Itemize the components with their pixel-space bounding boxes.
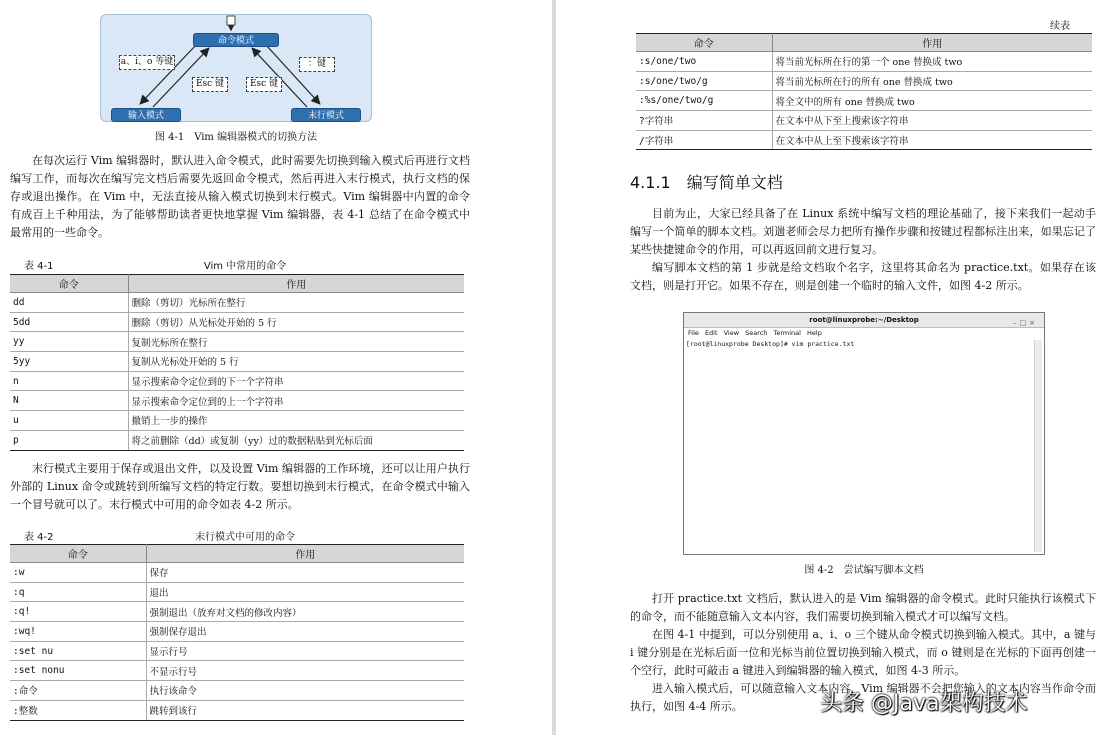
- command-mode-node: 命令模式: [193, 33, 279, 47]
- command-cell: n: [10, 371, 128, 391]
- table-row: [10, 411, 464, 431]
- table1-number: 表 4-1: [24, 261, 54, 272]
- watermark: 头条 @Java架构技术: [820, 691, 1028, 716]
- paragraph-1: 在每次运行 Vim 编辑器时，默认进入命令模式，此时需要先切换到输入模式后再进行文档编写工作，而每次在编写完文档后需要先返回命令模式，然后再进入末行模式，执行文档的保存或退出操作。在 Vim 中，无法直接从输入模式切换到末行模式。Vim 编辑器中内置的命令有成百上千种用法，为了能够帮助读者更快地掌握 Vim 编辑器，表 4-1 总结了在命令模式中最常用的一些命令。: [10, 154, 470, 239]
- function-cell: 保存: [146, 563, 464, 583]
- terminal-title: root@linuxprobe:~/Desktop: [809, 316, 919, 324]
- table2-number: 表 4-2: [24, 532, 54, 543]
- right-paragraph-5: 进入输入模式后，可以随意输入文本内容，Vim 编辑器不会把您输入的文本内容当作命令而执行，如图 4-4 所示。: [630, 682, 1096, 713]
- continued-label: 续表: [1050, 21, 1070, 32]
- paragraph-2: 末行模式主要用于保存或退出文件，以及设置 Vim 编辑器的工作环境，还可以让用户执行外部的 Linux 命令或跳转到所编写文档的特定行数。要想切换到末行模式，在命令模式中输入一个冒号就可以了。末行模式中可用的命令如表 4-2 所示。: [10, 462, 470, 511]
- terminal-scrollbar: [1034, 340, 1042, 552]
- table-row: [10, 622, 464, 642]
- function-cell: 显示搜索命令定位到的上一个字符串: [128, 391, 464, 411]
- terminal-titlebar: [684, 313, 1044, 328]
- table-row: [10, 332, 464, 352]
- table-cont-header-function: 作用: [772, 34, 1092, 52]
- function-cell: 强制退出（放弃对文档的修改内容）: [146, 602, 464, 622]
- command-cell: :整数: [10, 700, 146, 720]
- section-title: 4.1.1 编写简单文档: [630, 173, 783, 192]
- command-cell: :%s/one/two/g: [636, 91, 772, 111]
- command-cell: dd: [10, 293, 128, 313]
- right-paragraph-3: 打开 practice.txt 文档后，默认进入的是 Vim 编辑器的命令模式。此时只能执行该模式下的命令，而不能随意输入文本内容，我们需要切换到输入模式才可以编写文档。: [630, 592, 1096, 623]
- function-cell: 退出: [146, 582, 464, 602]
- table-row: [10, 312, 464, 332]
- vim-mode-diagram: [100, 14, 372, 122]
- table-row: [10, 371, 464, 391]
- table2: [10, 544, 464, 721]
- table-row: [10, 641, 464, 661]
- function-cell: 复制从光标处开始的 5 行: [128, 352, 464, 372]
- command-cell: :set nonu: [10, 661, 146, 681]
- table1-title: Vim 中常用的命令: [203, 261, 287, 272]
- table-row: [636, 111, 1092, 131]
- table-row: [10, 563, 464, 583]
- table-row: [636, 71, 1092, 91]
- terminal-prompt-line: [root@linuxprobe Desktop]# vim practice.txt: [686, 340, 855, 348]
- table-row: [10, 602, 464, 622]
- terminal-screenshot: [683, 312, 1045, 555]
- command-cell: p: [10, 430, 128, 450]
- function-cell: 撤销上一步的操作: [128, 411, 464, 431]
- command-cell: :set nu: [10, 641, 146, 661]
- table1: [10, 274, 464, 451]
- right-paragraph-2: 编写脚本文档的第 1 步就是给文档取个名字，这里将其命名为 practice.txt。如果存在该文档，则是打开它。如果不存在，则是创建一个临时的输入文件，如图 4-2 所示。: [630, 261, 1096, 292]
- command-cell: :命令: [10, 681, 146, 701]
- right-paragraph-4: 在图 4-1 中提到，可以分别使用 a、i、o 三个键从命令模式切换到输入模式。其中，a 键与 i 键分别是在光标后面一位和光标当前位置切换到输入模式，而 o 键则是在光标的下面再创建一个空行，此时可敲击 a 键进入到编辑器的输入模式，如图 4-3 所示。: [630, 628, 1096, 677]
- table1-header-function: 作用: [128, 275, 464, 293]
- function-cell: 将全文中的所有 one 替换成 two: [772, 91, 1092, 111]
- table-row: [10, 293, 464, 313]
- table-row: [636, 52, 1092, 72]
- function-cell: 在文本中从上至下搜索该字符串: [772, 130, 1092, 150]
- table1-header-command: 命令: [10, 275, 128, 293]
- command-cell: yy: [10, 332, 128, 352]
- table-row: [10, 661, 464, 681]
- function-cell: 复制光标所在整行: [128, 332, 464, 352]
- function-cell: 不显示行号: [146, 661, 464, 681]
- function-cell: 将当前光标所在行的第一个 one 替换成 two: [772, 52, 1092, 72]
- command-cell: :w: [10, 563, 146, 583]
- label-aio-keys: a、i、o 等键: [119, 55, 175, 70]
- insert-mode-node: 输入模式: [111, 108, 181, 122]
- table-row: [10, 681, 464, 701]
- table-row: [10, 352, 464, 372]
- window-controls-icon: –□×: [1013, 319, 1038, 327]
- function-cell: 将当前光标所在行的所有 one 替换成 two: [772, 71, 1092, 91]
- function-cell: 跳转到该行: [146, 700, 464, 720]
- label-esc-key-2: Esc 键: [246, 77, 282, 92]
- function-cell: 执行该命令: [146, 681, 464, 701]
- terminal-menubar: File Edit View Search Terminal Help: [688, 329, 822, 337]
- command-cell: :q!: [10, 602, 146, 622]
- label-colon-key: ：键: [299, 57, 335, 72]
- figure2-caption: 图 4-2 尝试编写脚本文档: [804, 565, 924, 576]
- table2-continued: [636, 33, 1092, 150]
- command-cell: /字符串: [636, 130, 772, 150]
- command-cell: u: [10, 411, 128, 431]
- command-cell: :wq!: [10, 622, 146, 642]
- command-cell: :s/one/two/g: [636, 71, 772, 91]
- function-cell: 强制保存退出: [146, 622, 464, 642]
- command-cell: :s/one/two: [636, 52, 772, 72]
- function-cell: 在文本中从下至上搜索该字符串: [772, 111, 1092, 131]
- left-page: [0, 0, 552, 735]
- command-cell: 5dd: [10, 312, 128, 332]
- label-esc-key-1: Esc 键: [192, 77, 228, 92]
- command-cell: ?字符串: [636, 111, 772, 131]
- right-paragraph-1: 目前为止，大家已经具备了在 Linux 系统中编写文档的理论基础了，接下来我们一起动手编写一个简单的脚本文档。刘遄老师会尽力把所有操作步骤和按键过程都标注出来，如果忘记了某些快捷键命令的作用，可以再返回前文进行复习。: [630, 207, 1096, 256]
- command-cell: :q: [10, 582, 146, 602]
- table-row: [10, 700, 464, 720]
- table-row: [636, 130, 1092, 150]
- function-cell: 将之前删除（dd）或复制（yy）过的数据粘贴到光标后面: [128, 430, 464, 450]
- table-row: [10, 582, 464, 602]
- function-cell: 显示搜索命令定位到的下一个字符串: [128, 371, 464, 391]
- function-cell: 显示行号: [146, 641, 464, 661]
- right-page: [556, 0, 1114, 735]
- table2-header-function: 作用: [146, 545, 464, 563]
- table-row: [10, 391, 464, 411]
- table-row: [636, 91, 1092, 111]
- table2-title: 末行模式中可用的命令: [195, 532, 295, 543]
- figure1-caption: 图 4-1 Vim 编辑器模式的切换方法: [154, 132, 318, 143]
- command-cell: 5yy: [10, 352, 128, 372]
- function-cell: 删除（剪切）从光标处开始的 5 行: [128, 312, 464, 332]
- table2-header-command: 命令: [10, 545, 146, 563]
- table-cont-header-command: 命令: [636, 34, 772, 52]
- table-row: [10, 430, 464, 450]
- command-cell: N: [10, 391, 128, 411]
- function-cell: 删除（剪切）光标所在整行: [128, 293, 464, 313]
- lastline-mode-node: 末行模式: [291, 108, 361, 122]
